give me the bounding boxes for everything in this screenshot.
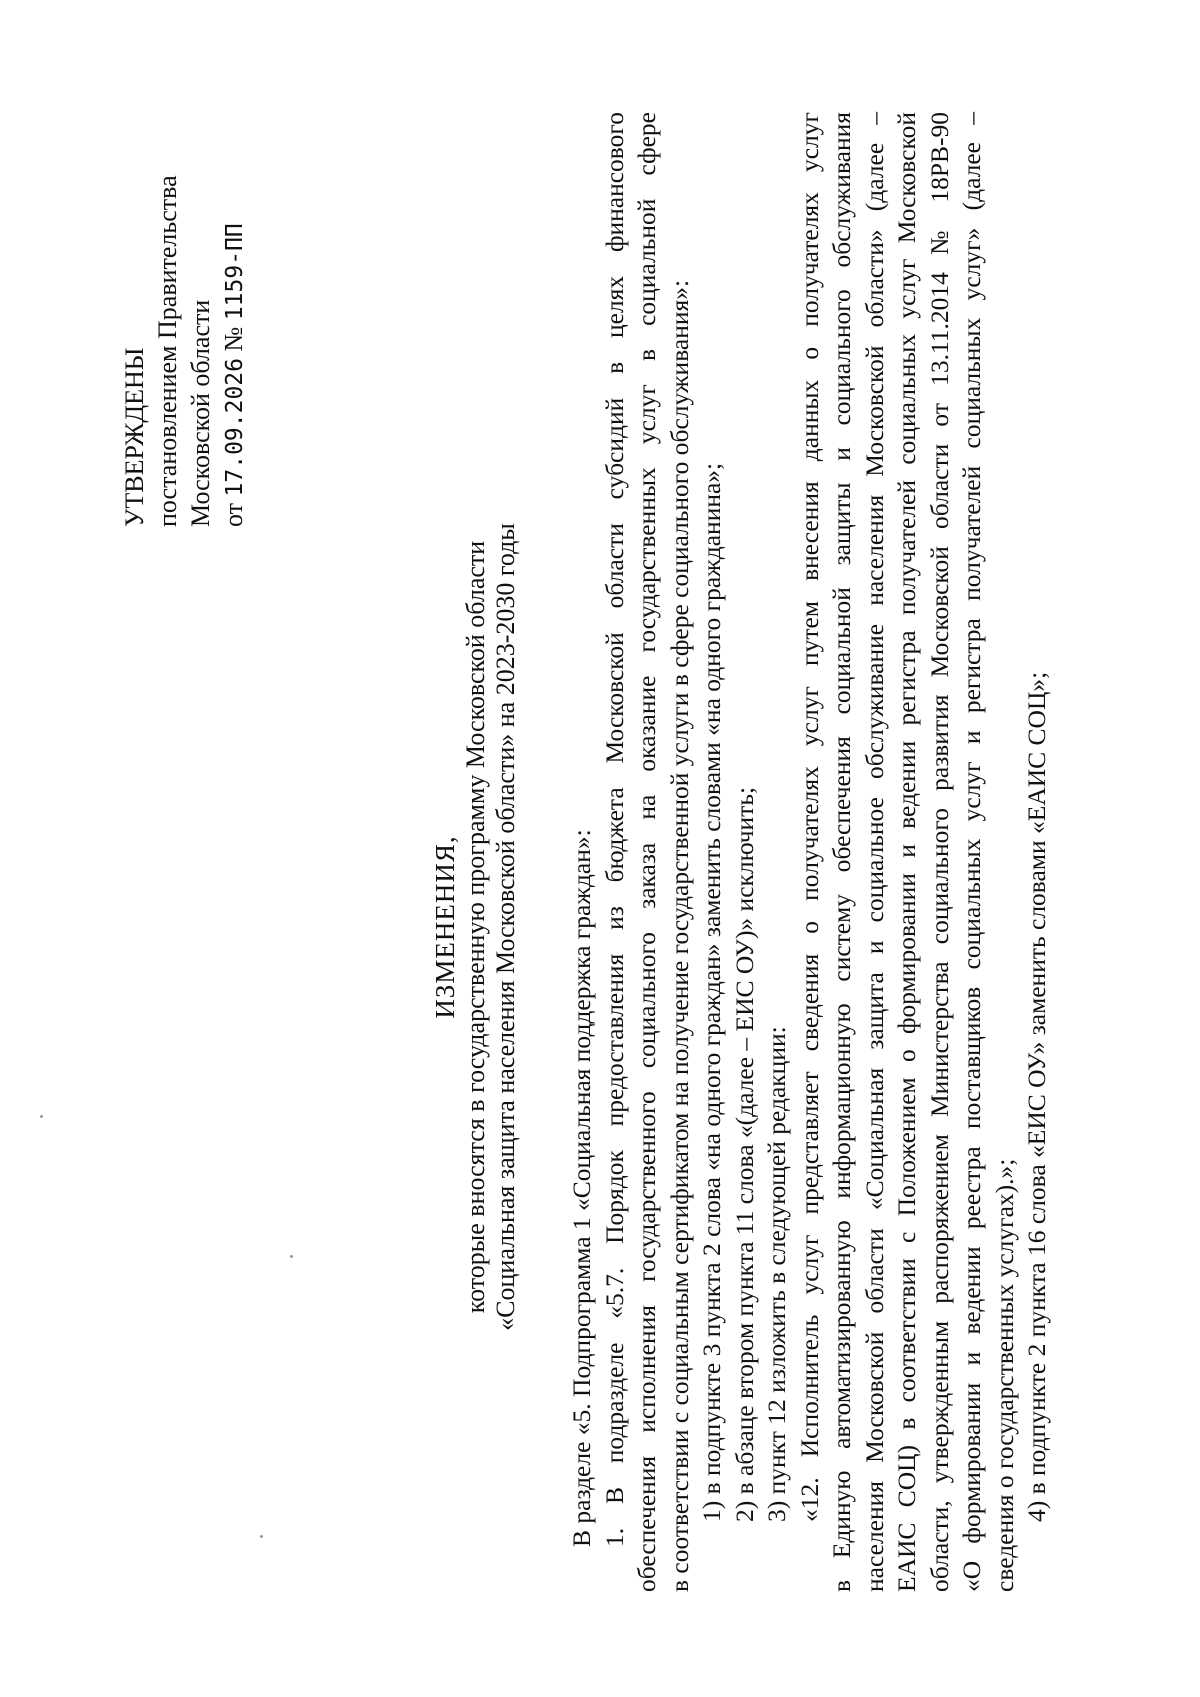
body-line-item-1-cont-2: в соответствии с социальным сертификатом на получение государственной услуги в сфере социального обслуживания»: [664,279,694,1592]
body-line-quote-12-cont-2: населения Московской области «Социальная защита и социальное обслуживание населения Московской области» (далее – [859,112,889,1592]
title-heading: ИЗМЕНЕНИЯ, [430,835,460,1019]
scan-speck [260,1535,263,1538]
title-line-2: «Социальная защита населения Московской области» на 2023-2030 годы [491,523,520,1331]
body-line-subitem-2: 2) в абзаце втором пункта 11 слова «(далее – ЕИС ОУ)» исключить; [729,786,759,1522]
body-line-quote-12-cont-4: области, утвержденным распоряжением Министерства социального развития Московской области от 13.11.2014 № 18РВ-90 [924,112,954,1592]
approval-line-region: Московской области [186,299,215,527]
approval-date: 17.09.2026 [222,357,248,497]
body-line-item-1-cont-1: обеспечения исполнения государственного социального заказа на оказание государственных услуг в социальной сфере [632,112,661,1592]
body-line-section: В разделе «5. Подпрограмма 1 «Социальная поддержка граждан»: [567,829,596,1547]
body-line-item-1: 1. В подразделе «5.7. Порядок предоставления из бюджета Московской области субсидий в целях финансового [599,112,629,1547]
approval-number-sign: № [219,326,248,352]
approval-number: 1159-ПП [222,223,248,321]
approval-heading: УТВЕРЖДЕНЫ [120,347,149,527]
body-line-quote-12: «12. Исполнитель услуг представляет сведения о получателях услуг путем внесения данных о получателях услуг [794,112,824,1522]
scan-speck [290,1255,293,1258]
body-line-subitem-3: 3) пункт 12 изложить в следующей редакции: [762,1026,791,1522]
approval-date-prefix: от [219,502,248,527]
body-line-quote-12-cont-6: сведения о государственных услугах).»; [989,1158,1019,1592]
body-line-subitem-4: 4) в подпункте 2 пункта 16 слова «ЕИС ОУ» заменить словами «ЕАИС СОЦ»; [1022,671,1051,1522]
title-line-1: которые вносятся в государственную программу Московской области [461,540,490,1314]
body-line-subitem-1: 1) в подпункте 3 пункта 2 слова «на одного граждан» заменить словами «на одного гражданина»; [697,462,726,1522]
document-title [430,357,521,1497]
approval-line-government: постановлением Правительства [153,175,182,527]
body-line-quote-12-cont-1: в Единую автоматизированную информационную систему обеспечения социальной защиты и социального обслуживания [827,112,856,1592]
scan-speck [40,1115,43,1118]
body-line-quote-12-cont-3: ЕАИС СОЦ) в соответствии с Положением о формировании и ведении регистра получателей социальных услуг Московской [892,112,921,1592]
document-body [566,112,1054,1592]
approval-stamp-block [118,175,252,527]
body-line-quote-12-cont-5: «О формировании и ведении реестра поставщиков социальных услуг и регистра получателей социальных услуг» (далее – [957,112,986,1592]
approval-date-line [217,175,252,527]
